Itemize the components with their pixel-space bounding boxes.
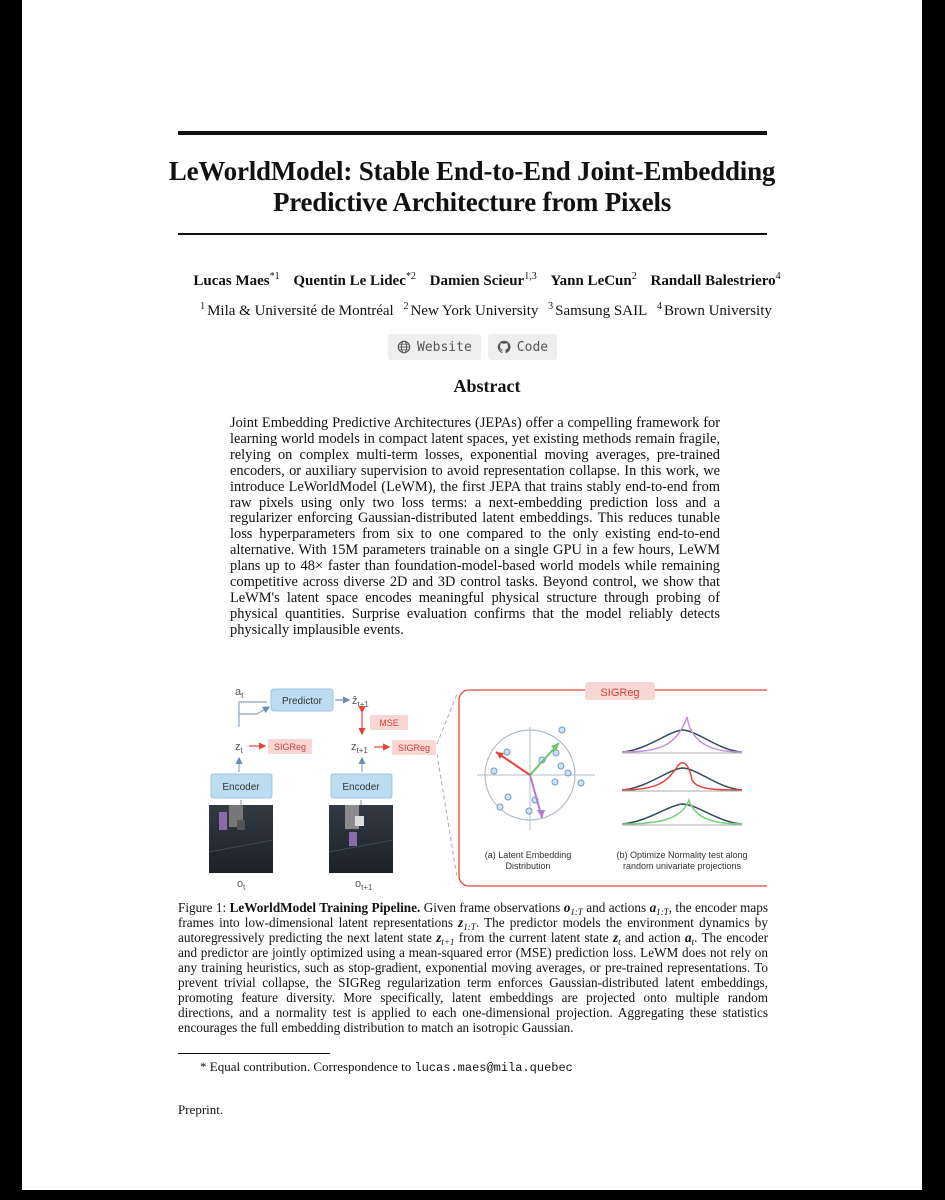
correspondence-email[interactable]: lucas.maes@mila.quebec bbox=[414, 1061, 573, 1075]
caption-text: from the current latent state bbox=[458, 930, 609, 945]
author-list bbox=[22, 273, 922, 290]
panel-b-caption-1: (b) Optimize Normality test along bbox=[616, 850, 748, 860]
figure-1-caption bbox=[178, 900, 768, 1035]
sigreg-label-right: SIGReg bbox=[397, 743, 431, 753]
affiliation: $^2$ New York University bbox=[403, 301, 539, 319]
math-sub: t+1 bbox=[441, 937, 455, 947]
affiliation: $^1$ Mila & Université de Montréal bbox=[200, 301, 394, 319]
preprint-label: Preprint. bbox=[178, 1102, 224, 1117]
figure-1-pipeline-diagram bbox=[177, 672, 767, 892]
math-a: a bbox=[684, 930, 692, 945]
caption-text: . The encoder and predictor are jointly optimized using a mean-squared error (MSE) prediction loss. LeWM does not rely on any training heuristics, such as stop-gradient, exponential moving averages, or pre-trained representations. To prevent trivial collapse, the SIGReg regularization term enforces Gaussian-distributed latent embeddings, promoting feature diversity. More specifically, latent embeddings are projected onto multiple random directions, and a normality test is applied to each one-dimensional projection. Aggregating these statistics encourages the full embedding distribution to match an isotropic Gaussian. bbox=[178, 930, 769, 1035]
math-z: z bbox=[458, 915, 464, 930]
globe-icon bbox=[397, 340, 411, 354]
github-icon bbox=[497, 340, 511, 354]
panel-a-caption-2: Distribution bbox=[505, 861, 551, 871]
paper-page bbox=[22, 0, 922, 1190]
action-arrow bbox=[239, 702, 267, 714]
math-sub: 1:T bbox=[656, 907, 669, 917]
caption-text: and actions bbox=[586, 900, 647, 915]
latent-to-predictor-arrow bbox=[239, 707, 269, 727]
panel-a-caption-1: (a) Latent Embedding bbox=[484, 850, 572, 860]
title-line-1: LeWorldModel: Stable End-to-End Joint-Embedding bbox=[168, 156, 776, 186]
math-z: z bbox=[436, 930, 442, 945]
title-line-2: Predictive Architecture from Pixels bbox=[272, 187, 672, 217]
math-o: o bbox=[563, 900, 571, 915]
caption-bold-title: LeWorldModel Training Pipeline. bbox=[229, 900, 421, 915]
caption-text: , the encoder maps frames into low-dimensional latent representations bbox=[178, 900, 769, 930]
footnote bbox=[200, 1059, 573, 1075]
a-t-label: $a_t$ bbox=[235, 686, 244, 700]
author: Quentin Le Lidec$^{*2}$ bbox=[293, 271, 416, 289]
caption-text: Given frame observations bbox=[423, 900, 561, 915]
z-t1-label: $z_{t+1}$ bbox=[351, 741, 368, 755]
panel-b-caption-2: random univariate projections bbox=[622, 861, 742, 871]
affiliation: $^4$ Brown University bbox=[656, 301, 772, 319]
o-t1-label: $o_{t+1}$ bbox=[355, 878, 373, 892]
abstract-heading: Abstract bbox=[453, 376, 521, 396]
math-z: z bbox=[613, 930, 619, 945]
website-label: Website bbox=[417, 339, 472, 355]
footnote-text: * Equal contribution. Correspondence to bbox=[200, 1059, 412, 1074]
website-button[interactable] bbox=[388, 334, 481, 360]
math-sub: 1:T bbox=[570, 907, 583, 917]
caption-text: and action bbox=[625, 930, 681, 945]
z-t-label: $z_t$ bbox=[235, 741, 243, 755]
code-button[interactable] bbox=[488, 334, 557, 360]
math-sub: 1:T bbox=[463, 922, 476, 932]
author: Damien Scieur$^{1,3}$ bbox=[429, 271, 537, 289]
affiliation-list bbox=[22, 303, 922, 320]
pipeline-svg bbox=[177, 672, 767, 892]
o-t-label: $o_t$ bbox=[237, 878, 246, 892]
encoder-label-right: Encoder bbox=[342, 782, 380, 793]
title-bottom-rule bbox=[178, 233, 767, 235]
mse-label: MSE bbox=[379, 718, 399, 728]
caption-text: . The predictor models the environment dynamics by autoregressively predicting the next latent state bbox=[178, 915, 768, 945]
code-label: Code bbox=[516, 339, 549, 355]
caption-label: Figure 1: bbox=[178, 900, 227, 915]
z-hat-label: ẑ$_{t+1}$ bbox=[352, 695, 369, 709]
abstract-text: Joint Embedding Predictive Architectures (JEPAs) offer a compelling framework for learning world models in compact latent spaces, yet existing methods remain fragile, relying on complex multi-term losses, exponential moving averages, pre-trained encoders, or auxiliary supervision to avoid representation collapse. In this work, we introduce LeWorldModel (LeWM), the first JEPA that trains stably end-to-end from raw pixels using only two loss terms: a next-embedding prediction loss and a regularizer enforcing Gaussian-distributed latent embeddings. This reduces tunable loss hyperparameters from six to one compared to the only existing end-to-end alternative. With 15M parameters trainable on a single GPU in a few hours, LeWM plans up to 48× faster than foundation-model-based world models while remaining competitive across diverse 2D and 3D control tasks. Beyond control, we show that LeWM's latent space encodes meaningful physical structure through probing of physical quantities. Surprise evaluation confirms that the model reliably detects physically implausible events. bbox=[230, 415, 720, 638]
affiliation: $^3$ Samsung SAIL bbox=[548, 301, 648, 319]
zoom-line-top bbox=[437, 694, 457, 744]
frame-image-t bbox=[209, 805, 273, 873]
paper-title bbox=[22, 156, 922, 218]
sigreg-panel-header: SIGReg bbox=[600, 687, 640, 699]
author: Randall Balestriero$^4$ bbox=[650, 271, 781, 289]
sigreg-label-left: SIGReg bbox=[273, 742, 307, 752]
math-sub: t bbox=[618, 937, 621, 947]
frame-image-t1 bbox=[329, 805, 393, 873]
math-sub: t bbox=[691, 937, 695, 947]
title-top-rule bbox=[178, 131, 767, 135]
author: Lucas Maes$^{*1}$ bbox=[193, 271, 280, 289]
predictor-label: Predictor bbox=[281, 696, 323, 707]
author: Yann LeCun$^2$ bbox=[550, 271, 637, 289]
math-a: a bbox=[649, 900, 657, 915]
footnote-rule bbox=[178, 1053, 330, 1054]
zoom-line-bottom bbox=[437, 754, 457, 877]
encoder-label-left: Encoder bbox=[222, 782, 260, 793]
link-buttons bbox=[388, 334, 557, 360]
